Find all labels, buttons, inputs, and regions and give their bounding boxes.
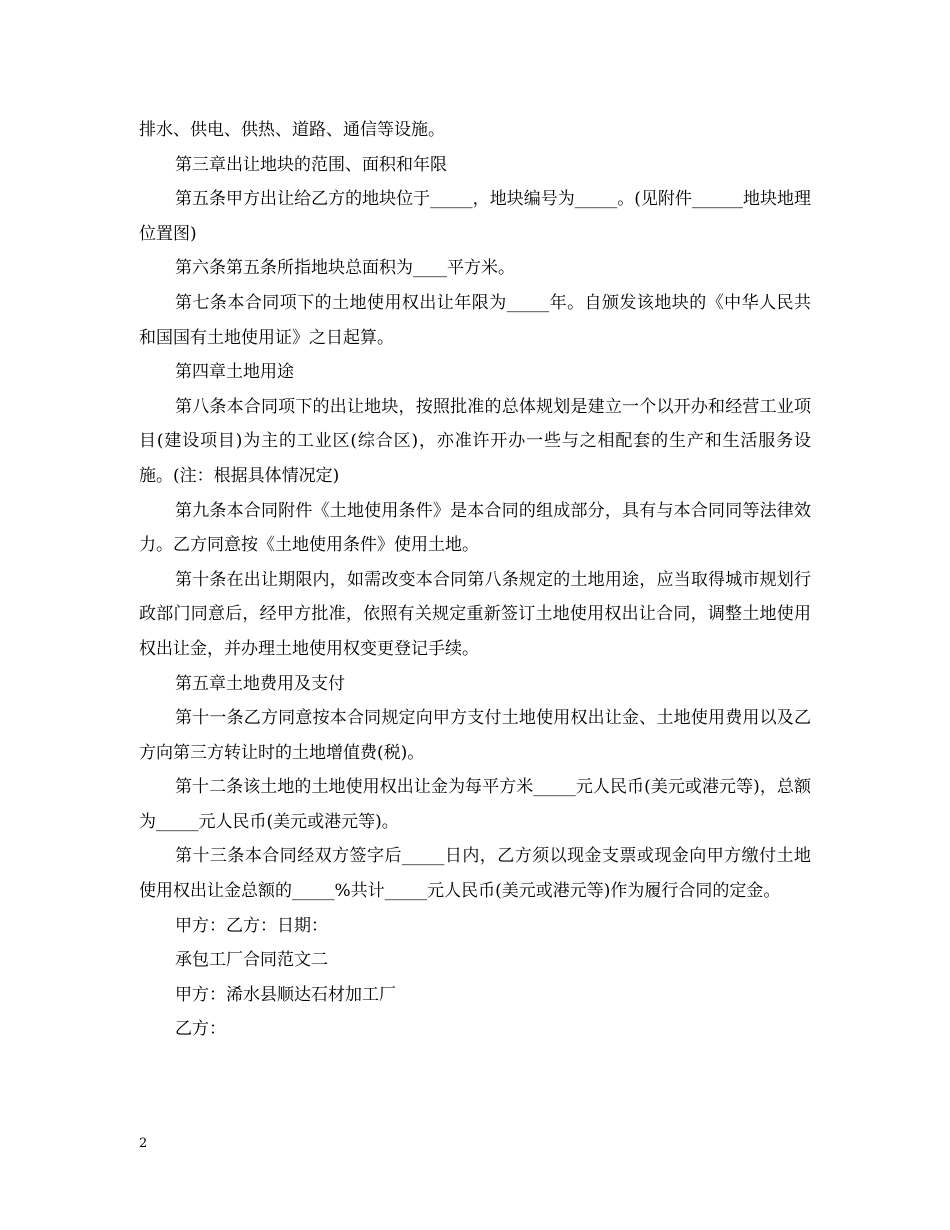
paragraph-1: 排水、供电、供热、道路、通信等设施。 [139,120,445,140]
article-13: 第十三条本合同经双方签字后_____日内，乙方须以现金支票或现金向甲方缴付土地使用权出让金总额的_____%共计_____元人民币(美元或港元等)作为履行合同的定金。 [139,846,811,902]
party-a: 甲方：浠水县顺达石材加工厂 [175,984,396,1005]
party-b: 乙方： [175,1019,226,1040]
chapter-4-heading: 第四章土地用途 [175,362,294,383]
contract-title-2: 承包工厂合同范文二 [175,950,328,971]
chapter-3-heading: 第三章出让地块的范围、面积和年限 [175,154,447,175]
page-number: 2 [139,1136,148,1151]
article-6: 第六条第五条所指地块总面积为____平方米。 [175,258,515,279]
document-body [139,113,811,1047]
article-10: 第十条在出让期限内，如需改变本合同第八条规定的土地用途，应当取得城市规划行政部门同意后，经甲方批准，依照有关规定重新签订土地使用权出让合同，调整土地使用权出让金，并办理土地使用权变更登记手续。 [139,569,811,659]
chapter-5-heading: 第五章土地费用及支付 [175,673,345,694]
article-5: 第五条甲方出让给乙方的地块位于_____，地块编号为_____。(见附件______地块地理位置图) [139,189,811,244]
article-11: 第十一条乙方同意按本合同规定向甲方支付土地使用权出让金、土地使用费用以及乙方向第三方转让时的土地增值费(税)。 [139,708,811,763]
article-8: 第八条本合同项下的出让地块，按照批准的总体规划是建立一个以开办和经营工业项目(建设项目)为主的工业区(综合区)，亦准许开办一些与之相配套的生产和生活服务设施。(注：根据具体情况定) [139,396,811,486]
article-7: 第七条本合同项下的土地使用权出让年限为_____年。自颁发该地块的《中华人民共和国国有土地使用证》之日起算。 [139,292,811,348]
article-9: 第九条本合同附件《土地使用条件》是本合同的组成部分，具有与本合同同等法律效力。乙方同意按《土地使用条件》使用土地。 [139,500,811,556]
article-12: 第十二条该土地的土地使用权出让金为每平方米_____元人民币(美元或港元等)，总额为_____元人民币(美元或港元等)。 [139,777,811,832]
signature-line: 甲方：乙方：日期： [175,915,328,936]
